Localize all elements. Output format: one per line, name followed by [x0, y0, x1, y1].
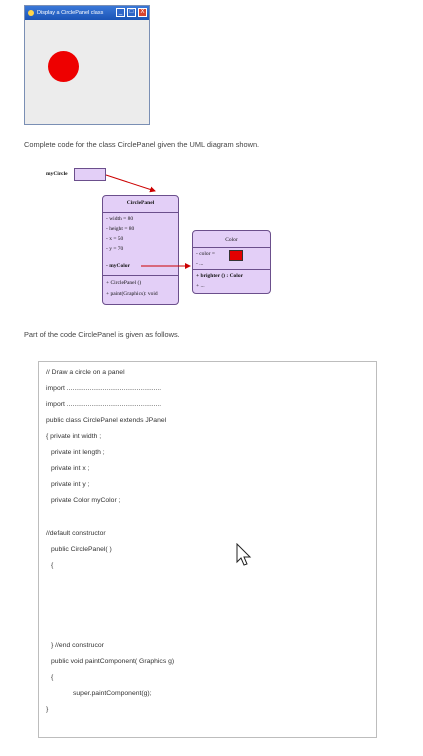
attribute-height: - height = 80	[106, 226, 135, 232]
attribute-x: - x = 50	[106, 236, 124, 242]
code-line: private int y ;	[51, 481, 90, 488]
maximize-button[interactable]: □	[127, 8, 136, 17]
part-text: Part of the code CirclePanel is given as follows.	[24, 330, 180, 339]
code-line: private int length ;	[51, 449, 105, 456]
method-brighter: + brighter () : Color	[196, 273, 244, 279]
code-line: private Color myColor ;	[51, 497, 121, 504]
code-line: import ..................................................	[46, 401, 162, 408]
code-line: {	[51, 562, 54, 569]
code-box	[38, 361, 377, 738]
method-constructor: + CirclePanel ()	[106, 280, 142, 286]
close-button[interactable]: X	[138, 8, 147, 17]
code-line: // Draw a circle on a panel	[46, 369, 125, 376]
code-line: //default constructor	[46, 530, 106, 537]
attribute-width: - width = 80	[106, 216, 134, 222]
mycircle-label: myCircle	[46, 171, 68, 177]
mouse-pointer-icon	[236, 543, 252, 567]
color-class-title: Color	[225, 237, 238, 243]
code-line: public void paintComponent( Graphics g)	[51, 658, 175, 665]
method-ellipsis: + ...	[196, 283, 205, 289]
code-line: public CirclePanel( )	[51, 546, 112, 553]
intro-text: Complete code for the class CirclePanel given the UML diagram shown.	[24, 140, 260, 149]
attribute-color: - color =	[196, 251, 215, 257]
mycircle-arrow	[106, 175, 155, 191]
code-line: private int x ;	[51, 465, 90, 472]
method-paint: + paint(Graphics): void	[106, 291, 158, 297]
code-line: {	[51, 674, 54, 681]
circlepanel-class-title: CirclePanel	[126, 200, 155, 206]
code-line: }	[46, 706, 49, 713]
attribute-y: - y = 70	[106, 246, 124, 252]
window-title: Display a CirclePanel class	[37, 10, 104, 16]
minimize-button[interactable]: _	[116, 8, 125, 17]
code-line: { private int width ;	[46, 433, 102, 440]
attribute-mycolor: - myColor	[106, 263, 130, 269]
code-line: super.paintComponent(g);	[73, 690, 152, 697]
attribute-ellipsis: - ...	[196, 261, 204, 267]
code-line: public class CirclePanel extends JPanel	[46, 417, 167, 424]
code-line: } //end construcor	[51, 642, 104, 649]
code-line: import ..................................................	[46, 385, 162, 392]
